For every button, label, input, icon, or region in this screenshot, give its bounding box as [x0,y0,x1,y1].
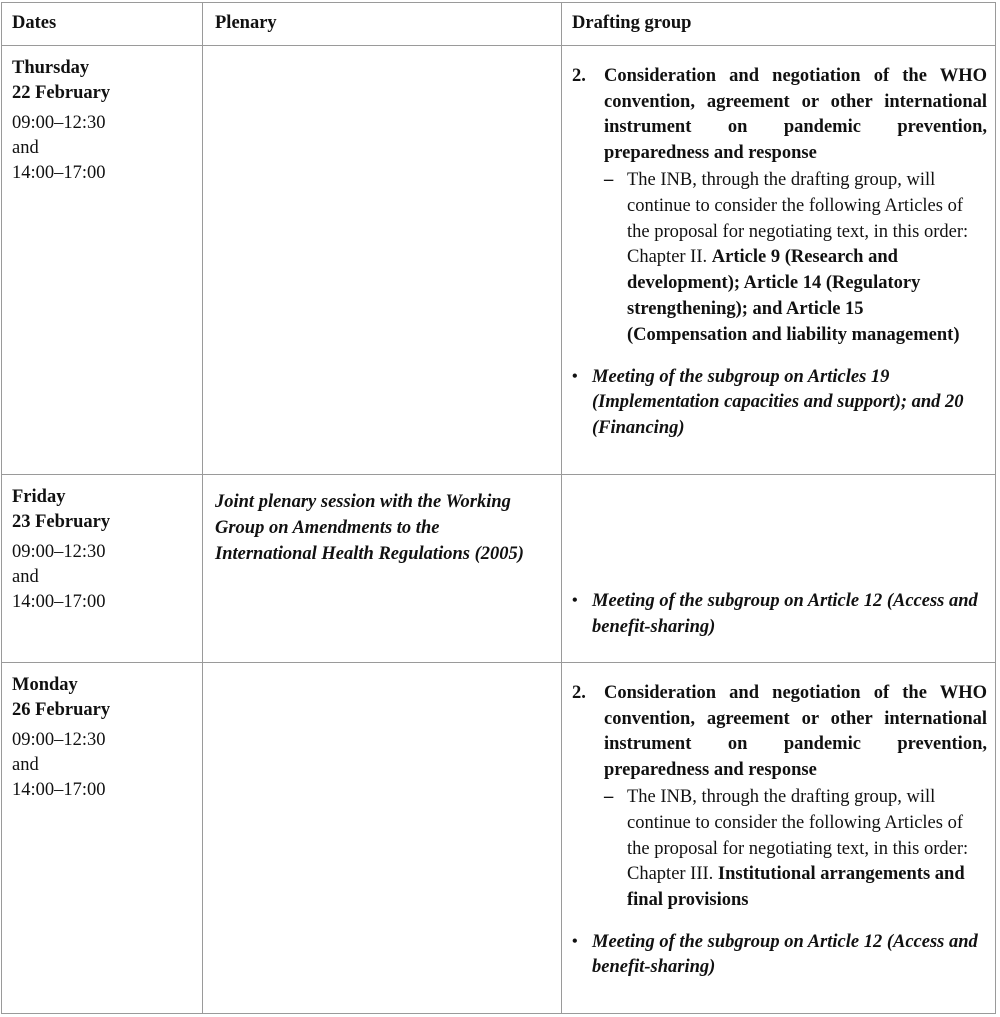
subgroup-meeting [562,589,995,640]
afternoon-time: 14:00–17:00 [12,163,106,183]
plenary-text [203,46,561,60]
bullet-icon: • [572,367,578,385]
date: 22 February [12,83,111,103]
item-number: 2. [572,683,586,703]
plenary-cell [203,663,562,1013]
and-label: and [12,755,39,775]
item-number: 2. [572,66,586,86]
subgroup-meeting-text: Meeting of the subgroup on Article 12 (Access and benefit-sharing) [592,931,978,978]
morning-time: 09:00–12:30 [12,730,106,750]
item-title: Consideration and negotiation of the WHO convention, agreement or other international instrument on pandemic prevention, preparedness and response [604,683,987,780]
weekday: Thursday [12,58,90,78]
and-label: and [12,138,39,158]
sub-item-text: The INB, through the drafting group, will continue to consider the following Articles of the proposal for negotiating text, in this order: Chapter III. [627,787,969,885]
header-dates: Dates [2,3,203,45]
schedule-table [1,2,996,1014]
sub-item-bold: Institutional arrangements and final provisions [627,864,965,911]
table-row [2,46,995,475]
subgroup-meeting [562,365,995,442]
agenda-item [562,64,995,166]
dates-cell [2,475,203,662]
afternoon-time: 14:00–17:00 [12,592,106,612]
morning-time: 09:00–12:30 [12,542,106,562]
header-drafting-group: Drafting group [572,13,692,33]
drafting-cell [562,475,995,662]
sub-item [562,168,995,349]
drafting-cell [562,663,995,1013]
plenary-cell [203,475,562,662]
sub-item [562,785,995,914]
weekday: Friday [12,487,66,507]
day-label [2,46,202,106]
bullet-icon: • [572,932,578,950]
afternoon-time: 14:00–17:00 [12,780,106,800]
day-label [2,475,202,535]
session-times [2,728,202,803]
bullet-icon: • [572,592,578,609]
dates-cell [2,663,203,1013]
agenda-item [562,681,995,783]
dates-cell [2,46,203,474]
table-row [2,475,995,663]
plenary-text: Joint plenary session with the Working Group on Amendments to the International Health Regulations (2005) [215,492,524,564]
session-times [2,111,202,186]
plenary-text [203,663,561,677]
sub-item-bold: Article 9 (Research and development); Article 14 (Regulatory strengthening); and Article 15 (Compensation and liability management) [627,247,960,345]
session-times [2,540,202,615]
weekday: Monday [12,675,78,695]
and-label: and [12,567,39,587]
subgroup-meeting-text: Meeting of the subgroup on Articles 19 (Implementation capacities and support); and 20 (Financing) [592,366,964,438]
date: 23 February [12,512,111,532]
morning-time: 09:00–12:30 [12,113,106,133]
subgroup-meeting [562,930,995,981]
header-row [2,3,995,46]
table-row [2,663,995,1013]
date: 26 February [12,700,111,720]
item-title: Consideration and negotiation of the WHO convention, agreement or other international instrument on pandemic prevention, preparedness and response [604,66,987,163]
subgroup-meeting-text: Meeting of the subgroup on Article 12 (Access and benefit-sharing) [592,591,978,637]
day-label [2,663,202,723]
header-plenary: Plenary [203,3,562,45]
dash-icon: – [604,170,614,190]
sub-item-text: The INB, through the drafting group, will continue to consider the following Articles of the proposal for negotiating text, in this order: Chapter II. [627,170,969,268]
drafting-cell [562,46,995,474]
dash-icon: – [604,787,614,807]
plenary-cell [203,46,562,474]
